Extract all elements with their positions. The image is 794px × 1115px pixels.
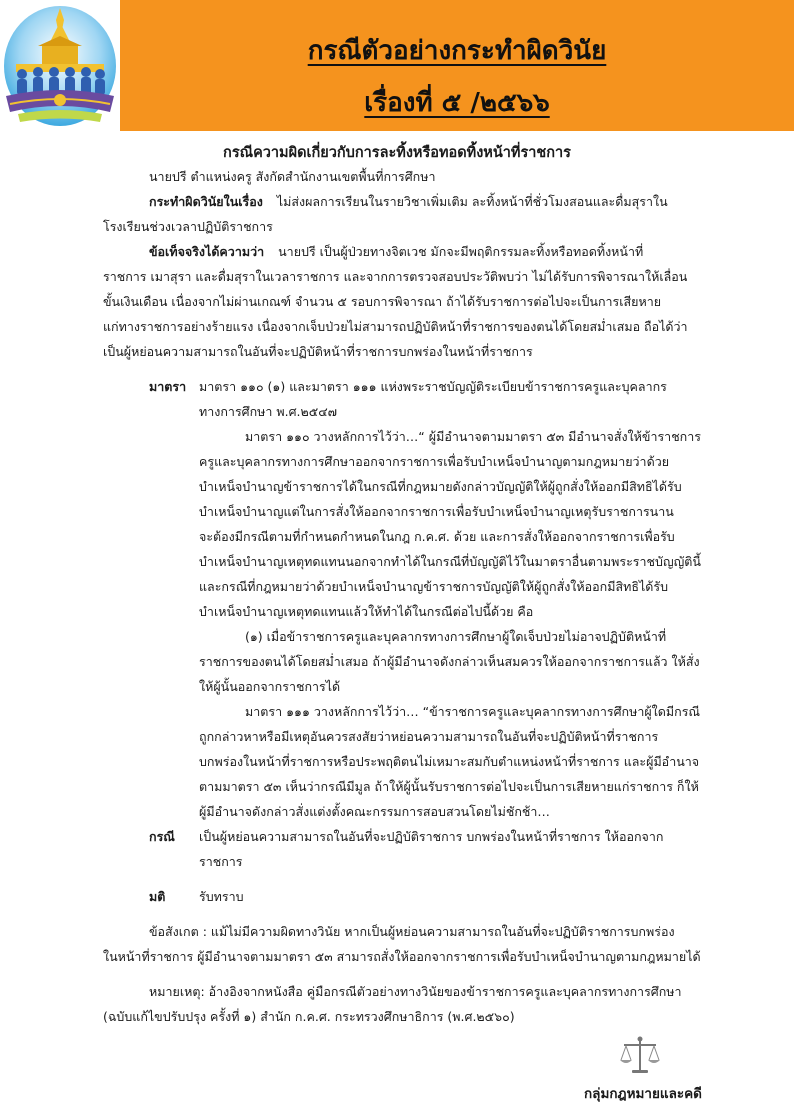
page-title: กรณีตัวอย่างกระทำผิดวินัย — [307, 36, 607, 66]
section-110-para: บำเหน็จบำนาญข้าราชการได้ในกรณีที่กฎหมายดังกล่าวบัญญัติให้ผู้ถูกสั่งให้ออกมีสิทธิได้รับ — [199, 479, 682, 494]
section-110-para: บำเหน็จบำนาญเหตุทดแทนแล้วให้ทำได้ในกรณีต่อไปนี้ด้วย คือ — [199, 604, 534, 619]
case-label: กรณี — [149, 829, 175, 844]
document-body — [103, 164, 723, 1029]
section-110-clause: ให้ผู้นั้นออกจากราชการได้ — [199, 679, 341, 694]
section-text: มาตรา ๑๑๐ (๑) และมาตรา ๑๑๑ แห่งพระราชบัญญัติระเบียบข้าราชการครูและบุคลากร — [199, 379, 667, 394]
section-110-para: บำเหน็จบำนาญเหตุทดแทนนอกจากทำได้ในกรณีที่บัญญัติไว้ในมาตราอื่นตามพระราชบัญญัตินี้ — [199, 554, 701, 569]
case-text: เป็นผู้หย่อนความสามารถในอันที่จะปฏิบัติราชการ บกพร่องในหน้าที่ราชการ ให้ออกจาก — [199, 829, 664, 844]
offense-line — [103, 189, 723, 214]
offense-text: ไม่ส่งผลการเรียนในรายวิชาเพิ่มเติม ละทิ้งหน้าที่ชั่วโมงสอนและดื่มสุราใน — [276, 194, 668, 209]
person-line: นายปรี ตำแหน่งครู สังกัดสำนักงานเขตพื้นที่การศึกษา — [149, 169, 436, 184]
section-110-para: จะต้องมีกรณีตามที่กำหนดกำหนดในกฎ ก.ค.ศ. ด้วย และการสั่งให้ออกจากราชการเพื่อรับ — [199, 529, 675, 544]
facts-line — [103, 239, 723, 264]
section-110-para: บำเหน็จบำนาญแต่ในการสั่งให้ออกจากราชการเพื่อรับบำเหน็จบำนาญเหตุรับราชการนาน — [199, 504, 674, 519]
scales-of-justice-icon — [618, 1034, 662, 1078]
observation-line: ข้อสังเกต : แม้ไม่มีความผิดทางวินัย หากเป็นผู้หย่อนความสามารถในอันที่จะปฏิบัติราชการบกพร่อง — [149, 924, 675, 939]
section-111-para: ผู้มีอำนาจดังกล่าวสั่งแต่งตั้งคณะกรรมการสอบสวนโดยไม่ชักช้า… — [199, 804, 550, 819]
observation-line-cont: ในหน้าที่ราชการ ผู้มีอำนาจตามมาตรา ๕๓ สามารถสั่งให้ออกจากราชการเพื่อรับบำเหน็จบำนาญตามกฎหมายได้ — [103, 949, 701, 964]
section-111-para: บกพร่องในหน้าที่ราชการหรือประพฤติตนไม่เหมาะสมกับตำแหน่งหน้าที่ราชการ และผู้มีอำนาจ — [199, 754, 700, 769]
note-line: หมายเหตุ: อ้างอิงจากหนังสือ คู่มือกรณีตัวอย่างทางวินัยของข้าราชการครูและบุคลากรทางการศึกษา — [149, 984, 682, 999]
case-number: เรื่องที่ ๕ /๒๕๖๖ — [364, 88, 550, 118]
case-line — [103, 824, 723, 849]
section-110-clause: (๑) เมื่อข้าราชการครูและบุคลากรทางการศึกษาผู้ใดเจ็บป่วยไม่อาจปฏิบัติหน้าที่ — [245, 629, 667, 644]
department-name: กลุ่มกฎหมายและคดี — [584, 1086, 702, 1102]
facts-text-cont: เป็นผู้หย่อนความสามารถในอันที่จะปฏิบัติหน้าที่ราชการบกพร่องในหน้าที่ราชการ — [103, 344, 533, 359]
note-line-cont: (ฉบับแก้ไขปรับปรุง ครั้งที่ ๑) สำนัก ก.ค.ศ. กระทรวงศึกษาธิการ (พ.ศ.๒๕๖๐) — [103, 1009, 515, 1024]
resolution-label: มติ — [149, 889, 166, 904]
resolution-text: รับทราบ — [199, 889, 244, 904]
facts-text-cont: แก่ทางราชการอย่างร้ายแรง เนื่องจากเจ็บป่วยไม่สามารถปฏิบัติหน้าที่ราชการของตนได้โดยสม่ำเสมอ ถือได้ว่า — [103, 319, 688, 334]
resolution-line — [103, 884, 723, 909]
title-banner — [120, 0, 794, 131]
section-110-clause: ราชการของตนได้โดยสม่ำเสมอ ถ้าผู้มีอำนาจดังกล่าวเห็นสมควรให้ออกจากราชการแล้ว ให้สั่ง — [199, 654, 700, 669]
facts-text-cont: ราชการ เมาสุรา และดื่มสุราในเวลาราชการ และจากการตรวจสอบประวัติพบว่า ไม่ได้รับการพิจารณาให้เลื่อน — [103, 269, 688, 284]
facts-label: ข้อเท็จจริงได้ความว่า — [149, 244, 265, 259]
section-110-para: ครูและบุคลากรทางการศึกษาออกจากราชการเพื่อรับบำเหน็จบำนาญตามกฎหมายว่าด้วย — [199, 454, 670, 469]
section-111-para: ถูกกล่าวหาหรือมีเหตุอันควรสงสัยว่าหย่อนความสามารถในอันที่จะปฏิบัติหน้าที่ราชการ — [199, 729, 659, 744]
facts-text: นายปรี เป็นผู้ป่วยทางจิตเวช มักจะมีพฤติกรรมละทิ้งหรือทอดทิ้งหน้าที่ — [278, 244, 644, 259]
section-110-para: มาตรา ๑๑๐ วางหลักการไว้ว่า…“ ผู้มีอำนาจตามมาตรา ๕๓ มีอำนาจสั่งให้ข้าราชการ — [245, 429, 701, 444]
case-heading: กรณีความผิดเกี่ยวกับการละทิ้งหรือทอดทิ้งหน้าที่ราชการ — [223, 145, 571, 161]
case-text-cont: ราชการ — [199, 854, 243, 869]
section-111-para: ตามมาตรา ๕๓ เห็นว่ากรณีมีมูล ถ้าให้ผู้นั้นรับราชการต่อไปจะเป็นการเสียหายแก่ราชการ ก็ให้ — [199, 779, 699, 794]
section-line — [103, 374, 723, 399]
organization-logo — [0, 0, 120, 131]
section-text-cont: ทางการศึกษา พ.ศ.๒๕๔๗ — [199, 404, 338, 419]
section-110-para: และกรณีที่กฎหมายว่าด้วยบำเหน็จบำนาญข้าราชการบัญญัติให้ผู้ถูกสั่งให้ออกมีสิทธิได้รับ — [199, 579, 669, 594]
offense-text-cont: โรงเรียนช่วงเวลาปฏิบัติราชการ — [103, 219, 273, 234]
page-header — [0, 0, 794, 131]
section-111-para: มาตรา ๑๑๑ วางหลักการไว้ว่า… “ข้าราชการครูและบุคลากรทางการศึกษาผู้ใดมีกรณี — [245, 704, 700, 719]
section-label: มาตรา — [149, 379, 187, 394]
offense-label: กระทำผิดวินัยในเรื่อง — [149, 194, 263, 209]
facts-text-cont: ขั้นเงินเดือน เนื่องจากไม่ผ่านเกณฑ์ จำนวน ๕ รอบการพิจารณา ถ้าได้รับราชการต่อไปจะเป็นการเสียหาย — [103, 294, 662, 309]
